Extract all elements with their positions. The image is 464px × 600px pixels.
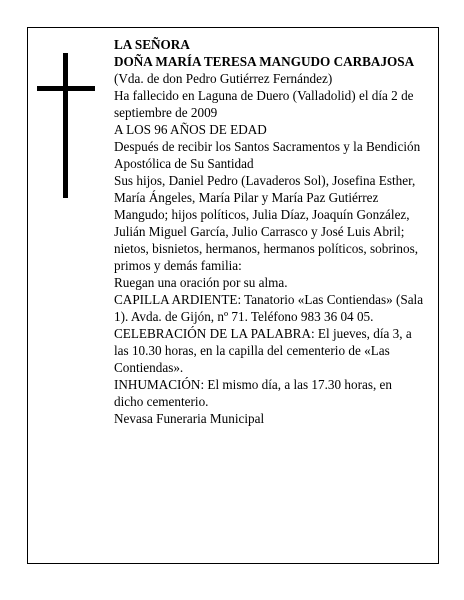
- celebration-info: CELEBRACIÓN DE LA PALABRA: El jueves, día 3, a las 10.30 horas, en la capilla del cementerio de «Las Contiendas».: [114, 326, 412, 375]
- death-statement: Ha fallecido en Laguna de Duero (Valladolid) el día 2 de septiembre de 2009: [114, 88, 414, 120]
- age-line: A LOS 96 AÑOS DE EDAD: [114, 122, 267, 137]
- obituary-text: [114, 36, 424, 427]
- burial-info: INHUMACIÓN: El mismo día, a las 17.30 horas, en dicho cementerio.: [114, 377, 392, 409]
- chapel-info: CAPILLA ARDIENTE: Tanatorio «Las Contiendas» (Sala 1). Avda. de Gijón, nº 71. Teléfono 983 36 04 05.: [114, 292, 424, 324]
- cross-horizontal-bar: [37, 86, 95, 91]
- title-line: LA SEÑORA: [114, 37, 190, 52]
- deceased-name: DOÑA MARÍA TERESA MANGUDO CARBAJOSA: [114, 54, 415, 69]
- funeral-home: Nevasa Funeraria Municipal: [114, 411, 265, 426]
- cross-icon: [37, 53, 95, 198]
- widow-of: (Vda. de don Pedro Gutiérrez Fernández): [114, 71, 333, 86]
- family-list: Sus hijos, Daniel Pedro (Lavaderos Sol), Josefina Esther, María Ángeles, María Pilar y María Paz Gutiérrez Mangudo; hijos políticos, Julia Díaz, Joaquín González, Julián Miguel García, Julio Carrasco y José Luis Abril; nietos, bisnietos, hermanos, hermanos políticos, sobrinos, primos y demás familia:: [114, 173, 419, 273]
- prayer-request: Ruegan una oración por su alma.: [114, 275, 288, 290]
- cross-vertical-bar: [63, 53, 68, 198]
- sacraments-line: Después de recibir los Santos Sacramentos y la Bendición Apostólica de Su Santidad: [114, 139, 421, 171]
